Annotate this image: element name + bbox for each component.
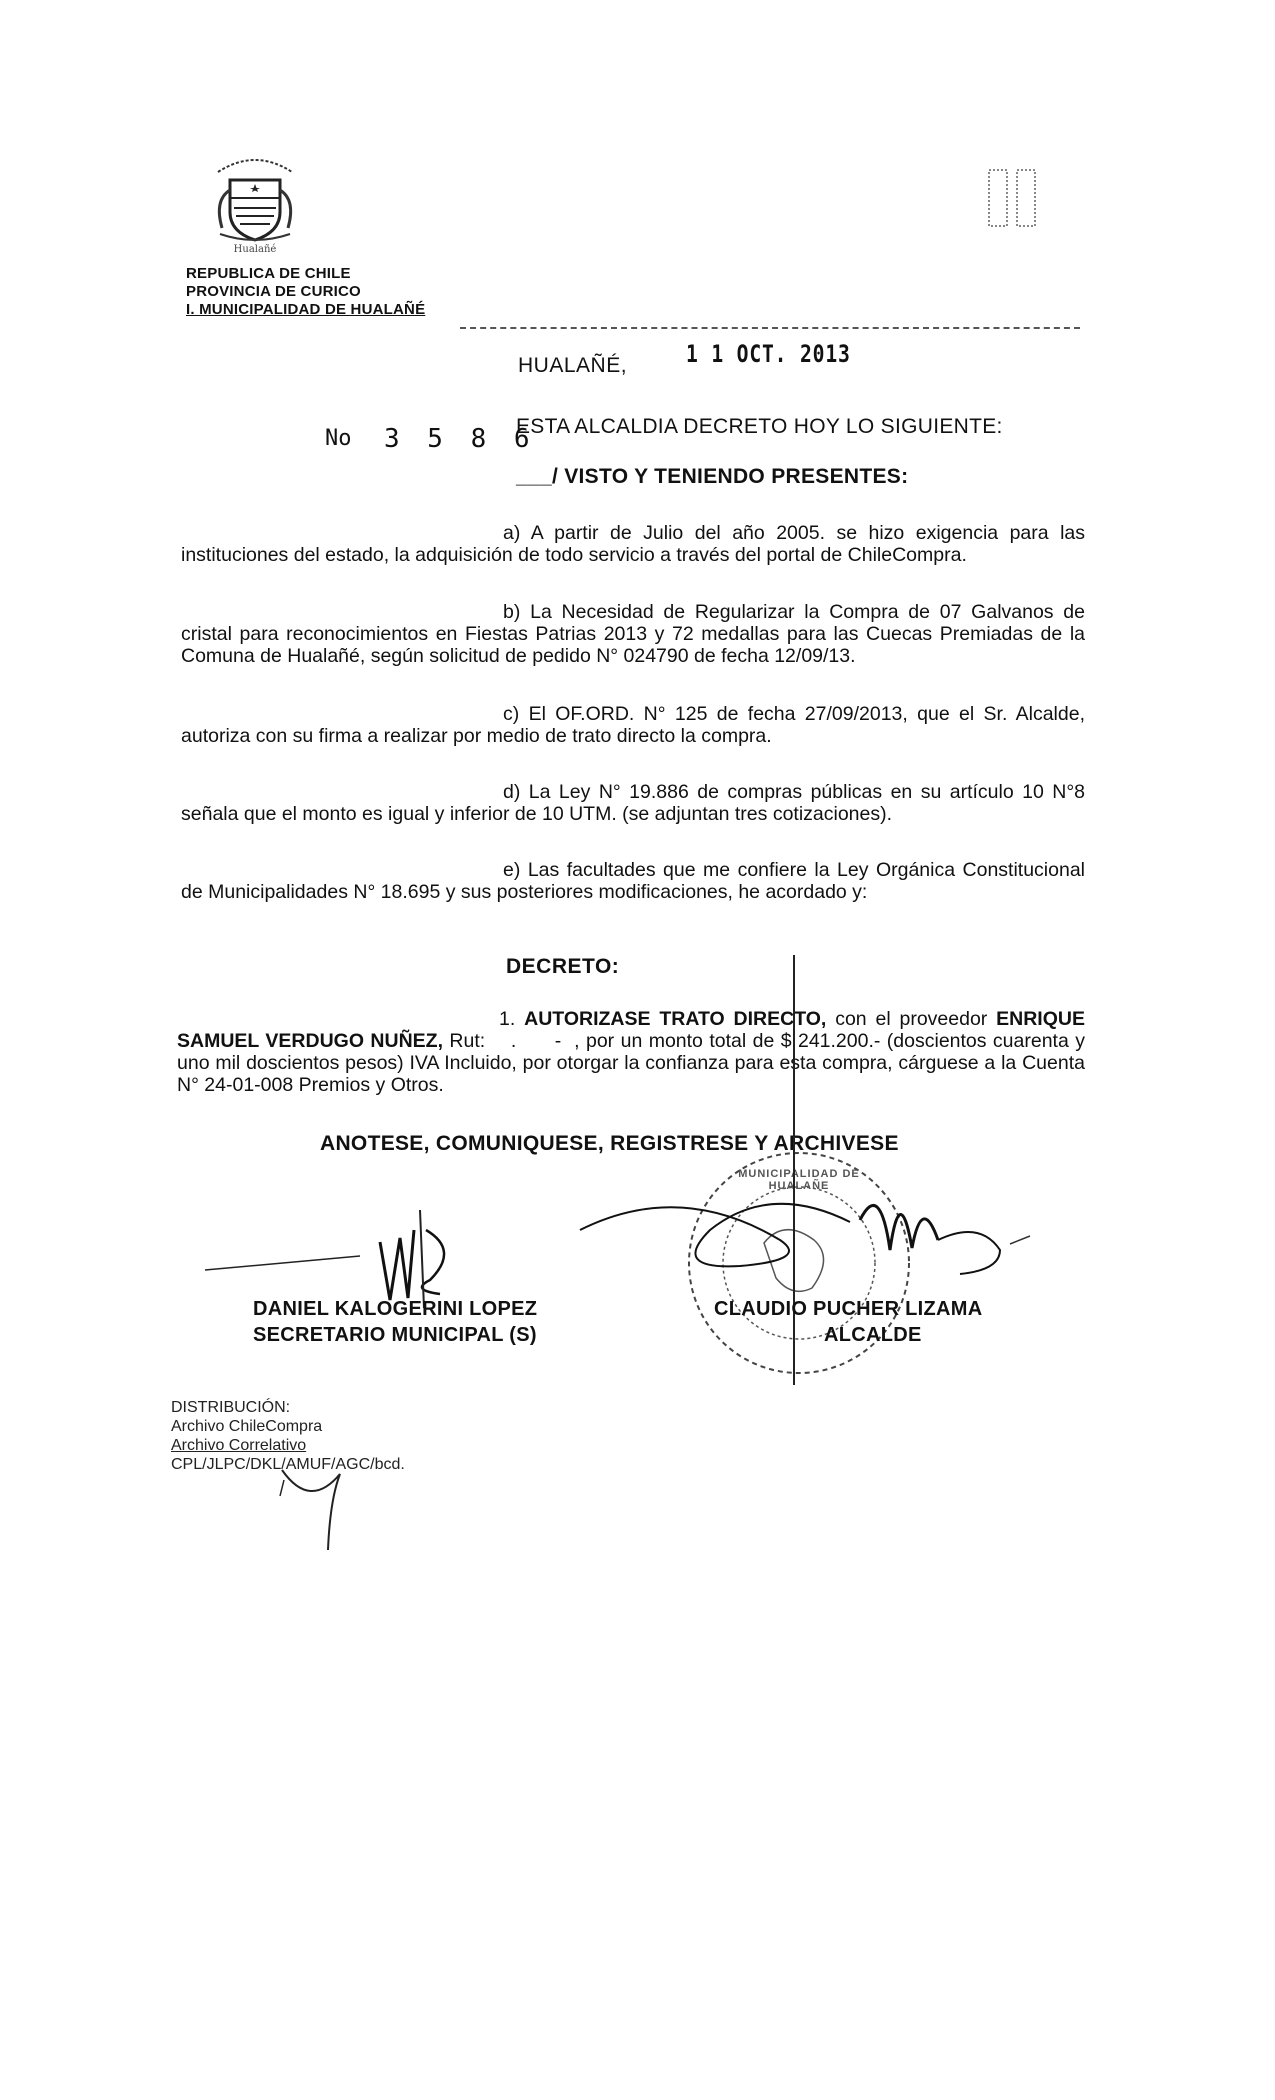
distribution-heading: DISTRIBUCIÓN: bbox=[171, 1399, 291, 1416]
consideration-letter: e) bbox=[503, 859, 521, 881]
signatory-name: DANIEL KALOGERINI LOPEZ bbox=[253, 1298, 538, 1320]
distribution-item: Archivo Correlativo bbox=[171, 1437, 307, 1454]
decree-intro: ESTA ALCALDIA DECRETO HOY LO SIGUIENTE: bbox=[516, 415, 1003, 438]
visto-heading bbox=[516, 465, 908, 489]
place-label: HUALAÑÉ, bbox=[518, 354, 628, 377]
consideration-a bbox=[181, 522, 1085, 566]
seal-caption: Hualañé bbox=[233, 244, 277, 255]
visto-prefix: ___/ bbox=[516, 465, 559, 488]
municipal-seal bbox=[200, 150, 310, 262]
consideration-e bbox=[181, 859, 1085, 903]
decree-number-label: No bbox=[325, 426, 352, 451]
scan-artifact-mark bbox=[985, 170, 1045, 230]
signature-secretary bbox=[200, 1190, 620, 1310]
provider-name: ENRIQUE SAMUEL VERDUGO NUÑEZ, bbox=[177, 1008, 1085, 1052]
closing-formula: ANOTESE, COMUNIQUESE, REGISTRESE Y ARCHIVESE bbox=[320, 1132, 899, 1155]
signatory-title: ALCALDE bbox=[824, 1324, 922, 1346]
header-line-province: PROVINCIA DE CURICO bbox=[186, 283, 361, 300]
consideration-letter: b) bbox=[503, 601, 521, 623]
consideration-text: El OF.ORD. N° 125 de fecha 27/09/2013, que el Sr. Alcalde, autoriza con su firma a realizar por medio de trato directo la compra. bbox=[181, 703, 1086, 747]
distribution-initials-scribble bbox=[270, 1440, 360, 1560]
distribution-initials: CPL/JLPC/DKL/AMUF/AGC/bcd. bbox=[171, 1456, 405, 1473]
consideration-d bbox=[181, 781, 1085, 825]
provider-rut: . - bbox=[491, 1030, 575, 1052]
consideration-text: Las facultades que me confiere la Ley Orgánica Constitucional de Municipalidades N° 18.695 y sus posteriores modificaciones, he acordado y: bbox=[181, 859, 1086, 903]
signature-mayor bbox=[560, 1170, 1040, 1300]
consideration-letter: c) bbox=[503, 703, 520, 725]
consideration-b bbox=[181, 601, 1085, 667]
consideration-letter: a) bbox=[503, 522, 521, 544]
header-line-country: REPUBLICA DE CHILE bbox=[186, 265, 351, 282]
visto-text: VISTO Y TENIENDO PRESENTES: bbox=[558, 465, 909, 488]
consideration-text: La Necesidad de Regularizar la Compra de 07 Galvanos de cristal para reconocimientos en Fiestas Patrias 2013 y 72 medallas para las Cuecas Premiadas de la Comuna de Hualañé, según solicitud de pedido N° 024790 de fecha 12/09/13. bbox=[181, 601, 1085, 667]
resolution-text-c: , por un monto total de $ 241.200.- (doscientos cuarenta y uno mil doscientos pesos) IVA Incluido, por otorgar la confianza para esta compra, cárguese a la Cuenta N° 24-01-008 Premios y Otros. bbox=[177, 1030, 1085, 1096]
resolution-text-b: Rut: bbox=[443, 1030, 492, 1052]
decreto-heading: DECRETO: bbox=[506, 955, 620, 978]
header-dashed-rule bbox=[460, 327, 1080, 329]
consideration-letter: d) bbox=[503, 781, 521, 803]
consideration-text: A partir de Julio del año 2005. se hizo exigencia para las instituciones del estado, la adquisición de todo servicio a través del portal de ChileCompra. bbox=[181, 522, 1085, 566]
consideration-text: La Ley N° 19.886 de compras públicas en su artículo 10 N°8 señala que el monto es igual y inferior de 10 UTM. (se adjuntan tres cotizaciones). bbox=[181, 781, 1085, 825]
decree-number: 3 5 8 6 bbox=[384, 424, 536, 454]
resolution-number: 1. bbox=[499, 1008, 516, 1030]
consideration-c bbox=[181, 703, 1085, 747]
distribution-item: Archivo ChileCompra bbox=[171, 1418, 323, 1435]
signatory-name: CLAUDIO PUCHER LIZAMA bbox=[714, 1298, 983, 1320]
resolution-action: AUTORIZASE TRATO DIRECTO, bbox=[524, 1008, 827, 1030]
signatory-title: SECRETARIO MUNICIPAL (S) bbox=[253, 1324, 537, 1346]
resolution-paragraph bbox=[177, 1008, 1085, 1096]
date-stamp: 1 1 OCT. 2013 bbox=[686, 340, 851, 368]
resolution-text-a: con el proveedor bbox=[826, 1008, 997, 1030]
signatory-mayor bbox=[714, 1296, 983, 1348]
stamp-text: MUNICIPALIDAD DE HUALAÑE bbox=[738, 1168, 860, 1192]
institution-header bbox=[186, 265, 425, 319]
page-mark-icon bbox=[985, 170, 1045, 230]
header-line-municipality: I. MUNICIPALIDAD DE HUALAÑÉ bbox=[186, 301, 426, 318]
signatory-secretary bbox=[253, 1296, 537, 1348]
